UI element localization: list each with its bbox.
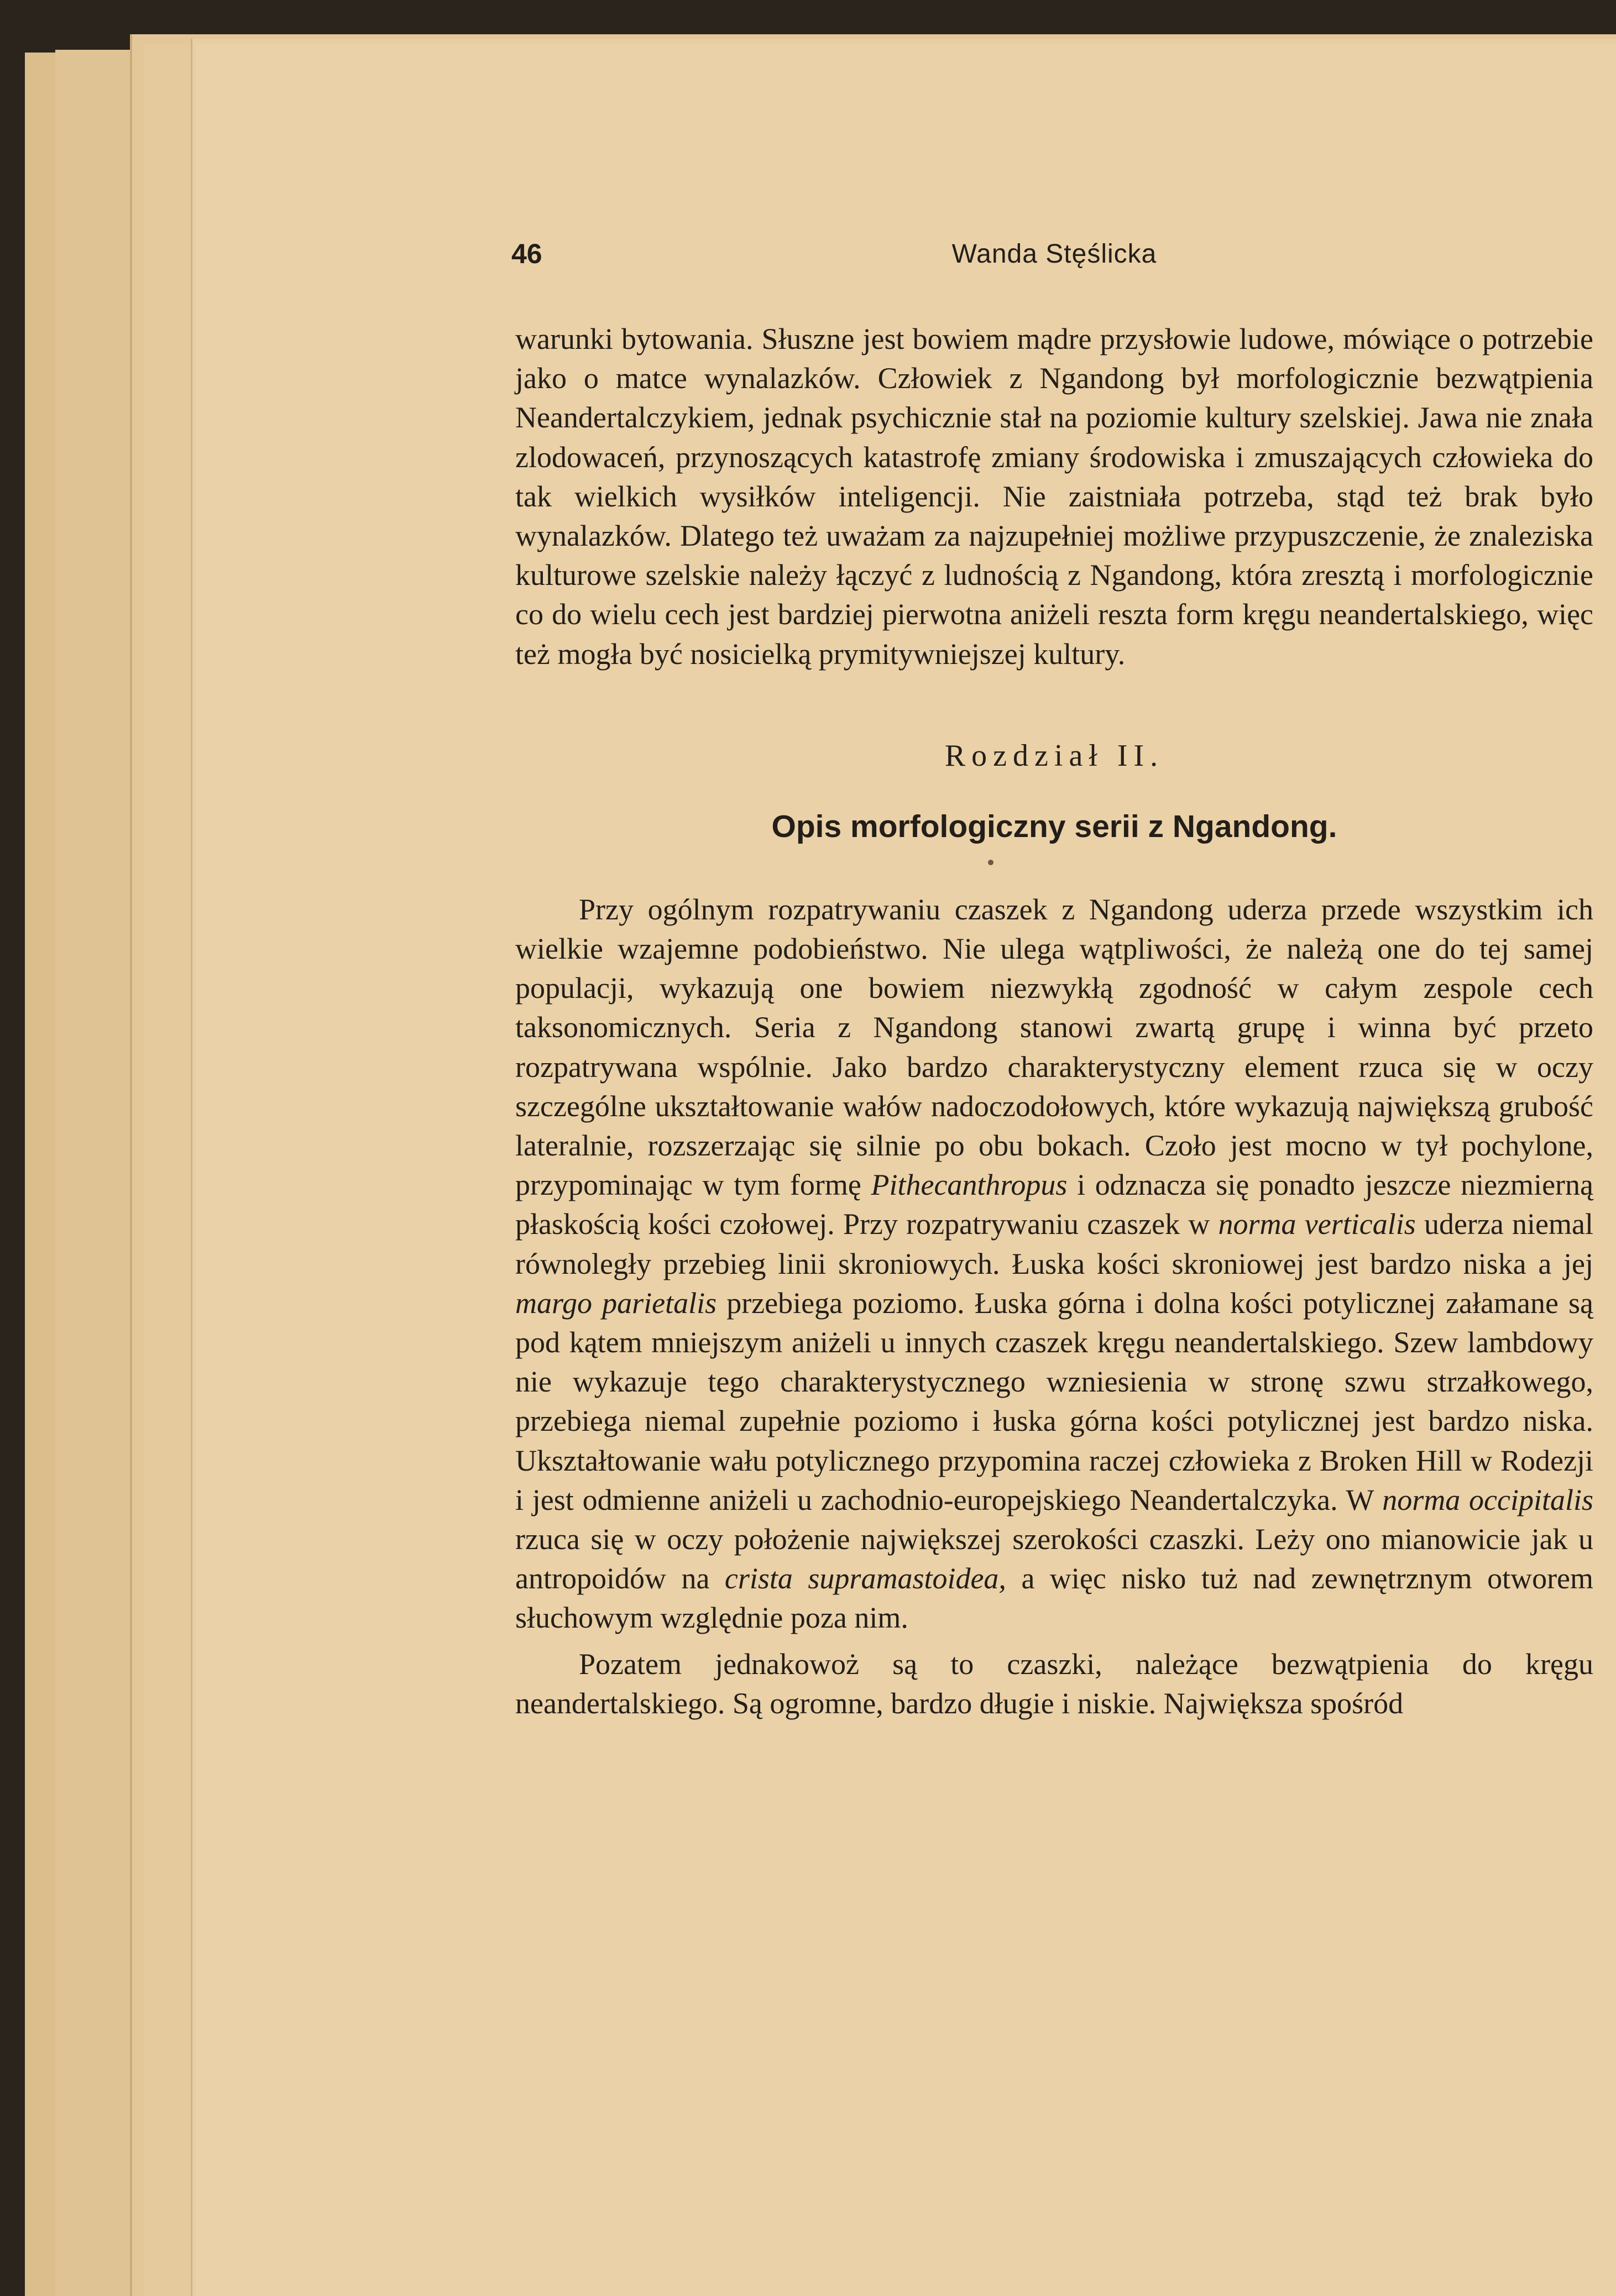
- latin-term: Pithecanthropus: [871, 1168, 1068, 1202]
- paragraph: warunki bytowania. Słuszne jest bowiem mądre przysłowie ludowe, mówiące o potrzebie jako o matce wynalazków. Człowiek z Ngandong był morfologicznie bezwątpienia Neandertalczykiem, jednak psychicznie stał na poziomie kultury szelskiej. Jawa nie znała zlodowaceń, przynoszących katastrofę zmiany środowiska i zmuszających człowieka do tak wielkich wysiłków inteligencji. Nie zaistniała potrzeba, stąd też brak było wynalazków. Dlatego też uważam za najzupełniej możliwe przypuszczenie, że znaleziska kulturowe szelskie należy łączyć z ludnością z Ngandong, która zresztą i morfologicznie co do wielu cech jest bardziej pierwotna aniżeli reszta form kręgu neandertalskiego, więc też mogła być nosicielką prymitywniejszej kultury.: [515, 322, 1593, 671]
- running-head: Wanda Stęślicka: [951, 239, 1157, 269]
- page-text: [511, 238, 1594, 1723]
- text-run: rzuca się w oczy położenie największej szerokości czaszki. Leży ono mianowicie jak u antropoidów na: [515, 1523, 1593, 1596]
- latin-term: margo parietalis: [515, 1286, 717, 1320]
- text-run: uderza niemal równoległy przebieg linii skroniowych. Łuska kości skroniowej jest bardzo niska a jej: [515, 1207, 1593, 1280]
- latin-term: crista supramastoidea,: [724, 1562, 1006, 1596]
- chapter-label: Rozdział II.: [944, 738, 1164, 773]
- paragraph: Pozatem jednakowoż są to czaszki, należące bezwątpienia do kręgu neandertalskiego. Są ogromne, bardzo długie i niskie. Największa spośród: [515, 1647, 1593, 1720]
- chapter-title: Opis morfologiczny serii z Ngandong.: [771, 808, 1337, 844]
- latin-term: norma verticalis: [1218, 1207, 1416, 1241]
- paragraph: [515, 890, 1593, 1638]
- text-run: i odznacza się ponadto jeszcze niezmierną płaskością kości czołowej. Przy rozpatrywaniu czaszek w: [515, 1168, 1593, 1241]
- page-header: [511, 238, 1593, 282]
- separator: [515, 849, 1593, 890]
- dot-mark: [988, 860, 993, 865]
- text-run: a więc nisko tuż nad zewnętrznym otworem słuchowym względnie poza nim.: [515, 1562, 1594, 1635]
- text-run: Przy ogólnym rozpatrywaniu czaszek z Ngandong uderza przede wszystkim ich wielkie wzajemne podobieństwo. Nie ulega wątpliwości, że należą one do tej samej populacji, wykazują one bowiem niezwykłą zgodność w całym zespole cech taksonomicznych. Seria z Ngandong stanowi zwartą grupę i winna być przeto rozpatrywana wspólnie. Jako bardzo charakterystyczny element rzuca się w oczy szczególne ukształtowanie wałów nadoczodołowych, które wykazują największą grubość lateralnie, rozszerzając się silnie po obu bokach. Czoło jest mocno w tył pochylone, przypominając w tym formę: [515, 892, 1593, 1202]
- page-number: 46: [511, 238, 542, 269]
- latin-term: norma occipitalis: [1382, 1483, 1593, 1516]
- text-run: przebiega poziomo. Łuska górna i dolna kości potylicznej załamane są pod kątem mniejszym aniżeli u innych czaszek kręgu neandertalskiego. Szew lambdowy nie wykazuje tego charakterystycznego wzniesienia w stronę szwu strzałkowego, przebiega niemal zupełnie poziomo i łuska górna kości potylicznej jest bardzo niska. Ukształtowanie wału potylicznego przypomina raczej człowieka z Broken Hill w Rodezji i jest odmienne aniżeli u zachodnio-europejskiego Neandertalczyka. W: [515, 1286, 1593, 1516]
